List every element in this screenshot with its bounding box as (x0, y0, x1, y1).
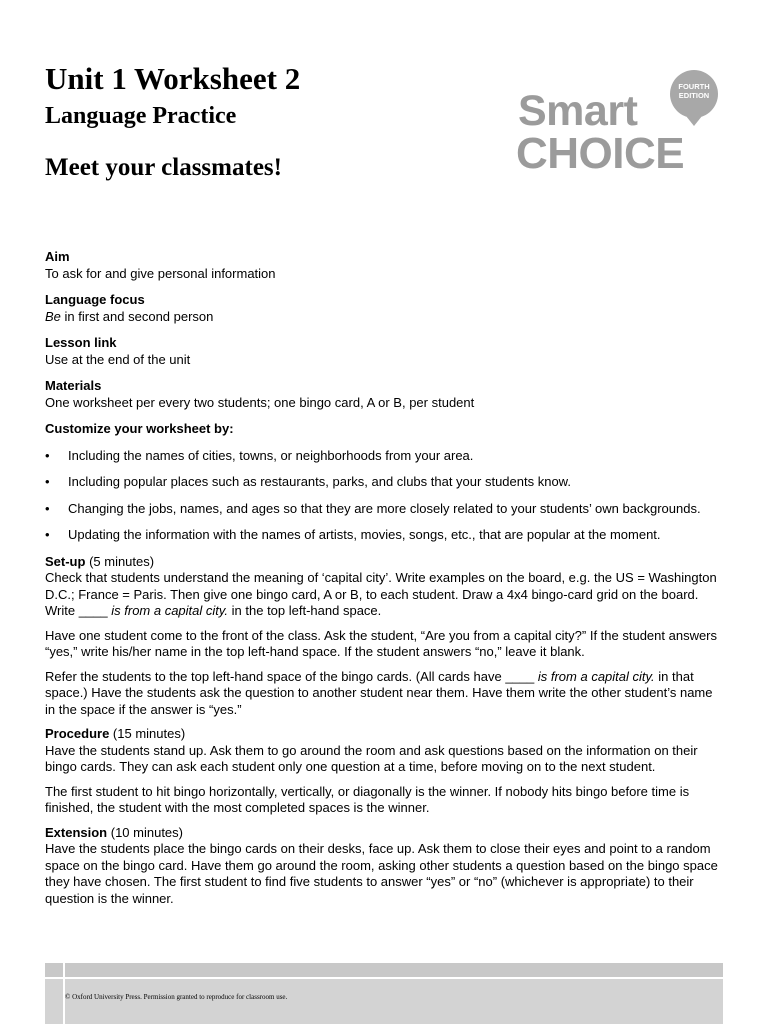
setup-label: Set-up (45, 553, 86, 569)
extension-label: Extension (45, 824, 108, 840)
badge-line-2: EDITION (678, 90, 710, 100)
logo-word-smart: Smart (518, 87, 638, 135)
procedure-paragraph-2: The first student to hit bingo horizontally, vertically, or diagonally is the winner. If nobody hits bingo before time is finished, the student with the most completed spaces is the winner. (45, 783, 690, 815)
badge-line-1: FOURTH (678, 82, 710, 91)
materials-text: One worksheet per every two students; one bingo card, A or B, per student (45, 394, 475, 410)
setup-paragraph-2: Have one student come to the front of the class. Ask the student, “Are you from a capital city?” If the student answers “yes,” write his/her name in the top left-hand space. If the student answers “no,” leave it blank. (45, 627, 718, 659)
list-item: • Updating the information with the names of artists, movies, songs, etc., that are popular at the moment. (45, 527, 725, 544)
aim-text: To ask for and give personal information (45, 265, 276, 281)
list-item: • Including the names of cities, towns, or neighborhoods from your area. (45, 448, 725, 465)
materials-section (45, 378, 725, 411)
extension-paragraph: Extension (10 minutes) Have the students place the bingo cards on their desks, face up. Ask them to close their eyes and point to a random space on the bingo card. Have them go around the room, asking other students a question based on the bingo space they have chosen. The first student to find five students to answer “yes” or “no” (whichever is appropriate) to their question is the winner. (45, 824, 718, 906)
page-footer (45, 963, 723, 1024)
worksheet-title: Unit 1 Worksheet 2 (45, 61, 301, 96)
language-focus-label: Language focus (45, 292, 145, 307)
language-focus-rest: in first and second person (60, 308, 214, 324)
smart-choice-logo (512, 70, 722, 180)
language-focus-italic: Be (45, 308, 61, 324)
logo-word-choice: CHOICE (516, 129, 685, 178)
procedure-paragraph-1: Procedure (15 minutes) Have the students stand up. Ask them to go around the room and ask questions based on the information on their bingo cards. They can ask each student only one question at a time, before moving on to the next student. (45, 726, 698, 774)
lesson-link-text: Use at the end of the unit (45, 351, 191, 367)
worksheet-body (45, 249, 725, 915)
procedure-time: (15 minutes) (109, 726, 186, 741)
lesson-link-section (45, 335, 725, 368)
procedure-label: Procedure (45, 726, 110, 741)
worksheet-subtitle: Language Practice (45, 103, 237, 129)
edition-badge (670, 70, 718, 118)
extension-time: (10 minutes) (107, 824, 183, 840)
language-focus-section (45, 292, 725, 325)
language-focus-text (45, 309, 725, 326)
aim-label: Aim (45, 249, 70, 264)
setup-paragraph-3: Refer the students to the top left-hand space of the bingo cards. (All cards have ____ is from a capital city. in that space.) Have the students ask the question to another student near them. Have them write the other student’s name in the space if the answer is “yes.” (45, 668, 713, 717)
aim-section (45, 249, 725, 282)
materials-label: Materials (45, 378, 102, 393)
list-item: • Changing the jobs, names, and ages so that they are more closely related to your students’ own backgrounds. (45, 501, 725, 518)
copyright-notice: © Oxford University Press. Permission granted to reproduce for classroom use. (65, 993, 288, 1001)
worksheet-heading: Meet your classmates! (45, 154, 282, 181)
customize-list (45, 448, 725, 544)
footer-band (45, 963, 723, 979)
setup-paragraph-1: Set-up (5 minutes) Check that students understand the meaning of ‘capital city’. Write examples on the board, e.g. the US = Washington D.C.; France = Paris. Then give one bingo card, A or B, to each student. Draw a 4x4 bingo-card grid on the board. Write ____ is from a capital city. in the top left-hand space. (45, 553, 717, 618)
list-item: • Including popular places such as restaurants, parks, and clubs that your students know. (45, 474, 725, 491)
lesson-link-label: Lesson link (45, 335, 117, 350)
customize-label: Customize your worksheet by: (45, 421, 234, 436)
setup-time: (5 minutes) (85, 553, 155, 569)
